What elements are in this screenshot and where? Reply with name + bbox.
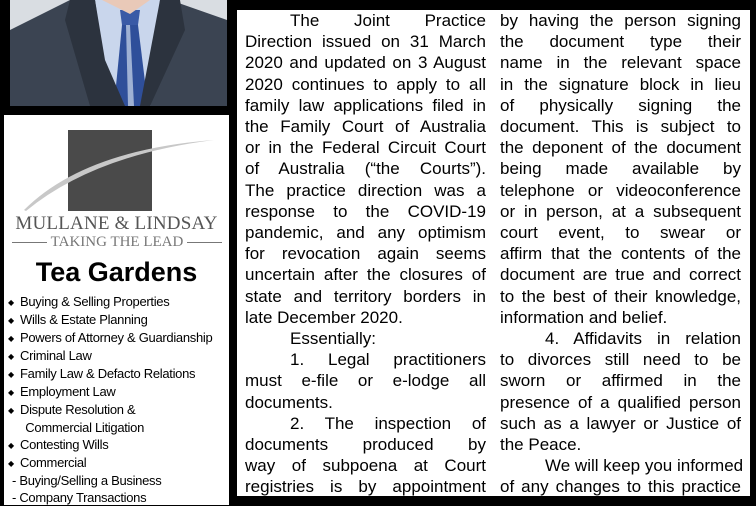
text-line: pandemic, and any optimism bbox=[245, 223, 486, 243]
paragraph bbox=[245, 10, 486, 328]
text-line: of physically signing the bbox=[500, 95, 741, 115]
service-text: Employment Law bbox=[20, 384, 116, 399]
text-line: 1. Legal practitioners bbox=[290, 350, 486, 370]
firm-name: MULLANE & LINDSAY bbox=[15, 213, 218, 234]
location-heading: Tea Gardens bbox=[35, 257, 198, 287]
service-item bbox=[8, 329, 212, 347]
text-line: to the best of their knowledge, bbox=[500, 286, 741, 306]
bullet-icon: ◆ bbox=[8, 370, 14, 379]
service-item bbox=[8, 401, 212, 419]
paragraph bbox=[245, 349, 486, 413]
text-line: 2020 and updated on 3 August bbox=[245, 53, 486, 73]
text-line: in the signature block in lieu bbox=[500, 74, 741, 94]
service-item bbox=[8, 454, 212, 472]
firm-logo-icon bbox=[4, 115, 229, 225]
law-firm-advertisement bbox=[4, 115, 229, 505]
article-column-1 bbox=[245, 10, 486, 498]
text-line: way of subpoena at Court bbox=[245, 456, 486, 476]
paragraph bbox=[500, 328, 741, 455]
service-text: Buying & Selling Properties bbox=[20, 294, 170, 309]
bullet-icon: ◆ bbox=[8, 298, 14, 307]
text-line: court event, to swear or bbox=[500, 223, 741, 243]
text-line: of any changes to this practice bbox=[500, 477, 741, 497]
bullet-icon: ◆ bbox=[8, 441, 14, 450]
text-line: or in the Federal Circuit Court bbox=[245, 138, 486, 158]
text-line: 4. Affidavits in relation bbox=[545, 329, 741, 349]
text-line: or in person, at a subsequent bbox=[500, 201, 741, 221]
text-line: 2. The inspection of bbox=[290, 413, 486, 433]
service-text: Criminal Law bbox=[20, 348, 92, 363]
service-item bbox=[8, 311, 212, 329]
text-line: document are true and correct bbox=[500, 265, 741, 285]
bullet-icon: ◆ bbox=[8, 388, 14, 397]
bullet-icon: ◆ bbox=[8, 352, 14, 361]
service-item bbox=[8, 489, 212, 506]
text-line: sworn or affirmed in the bbox=[500, 371, 741, 391]
text-line: the document type their bbox=[500, 32, 741, 52]
text-line: by having the person signing bbox=[500, 11, 741, 30]
text-line: being made available by bbox=[500, 159, 741, 179]
service-text: - Company Transactions bbox=[12, 490, 147, 505]
top-border bbox=[237, 0, 756, 10]
text-line: family law applications filed in bbox=[245, 95, 486, 115]
divider bbox=[12, 242, 47, 244]
text-line: information and belief. bbox=[500, 307, 668, 327]
tagline-text: TAKING THE LEAD bbox=[50, 234, 184, 250]
text-line: such as a lawyer or Justice of bbox=[500, 413, 741, 433]
paragraph bbox=[500, 455, 744, 497]
text-line: documents produced by bbox=[245, 435, 486, 455]
bullet-icon: ◆ bbox=[8, 406, 14, 415]
text-line: affirm that the contents of the bbox=[500, 244, 741, 264]
text-line: to divorces still need to be bbox=[500, 350, 741, 370]
paragraph bbox=[245, 328, 486, 349]
article-column-2 bbox=[500, 10, 744, 498]
text-line: for revocation again seems bbox=[245, 244, 486, 264]
text-line: 2020 continues to apply to all bbox=[245, 74, 486, 94]
bullet-icon: ◆ bbox=[8, 334, 14, 343]
text-line: response to the COVID-19 bbox=[245, 201, 486, 221]
text-line: documents. bbox=[245, 392, 333, 412]
service-text: Family Law & Defacto Relations bbox=[20, 366, 196, 381]
text-line: document. This is subject to bbox=[500, 117, 741, 137]
text-line: presence of a qualified person bbox=[500, 392, 741, 412]
service-item bbox=[8, 472, 212, 489]
service-text: Commercial Litigation bbox=[22, 420, 145, 435]
service-item bbox=[8, 365, 212, 383]
service-text: Dispute Resolution & bbox=[20, 402, 136, 417]
service-item bbox=[8, 347, 212, 365]
text-line: Essentially: bbox=[290, 329, 376, 349]
text-line: registries is by appointment bbox=[245, 477, 486, 497]
text-line: late December 2020. bbox=[245, 307, 403, 327]
text-line: name in the relevant space bbox=[500, 53, 741, 73]
firm-tagline bbox=[12, 234, 222, 251]
paragraph bbox=[500, 10, 741, 328]
right-border bbox=[750, 0, 756, 496]
article bbox=[237, 10, 750, 496]
bullet-icon: ◆ bbox=[8, 316, 14, 325]
service-text: Wills & Estate Planning bbox=[20, 312, 148, 327]
text-line: uncertain after the closures of bbox=[245, 265, 486, 285]
text-line: The practice direction was a bbox=[245, 180, 486, 200]
service-text: Commercial bbox=[20, 455, 87, 470]
divider bbox=[187, 242, 222, 244]
text-line: We will keep you informed bbox=[545, 456, 744, 476]
text-line: state and territory borders in bbox=[245, 286, 486, 306]
service-text: Contesting Wills bbox=[20, 437, 109, 452]
text-line: must e-file or e-lodge all bbox=[245, 371, 486, 391]
text-line: Direction issued on 31 March bbox=[245, 32, 486, 52]
service-item bbox=[8, 436, 212, 454]
text-line: telephone or videoconference bbox=[500, 180, 741, 200]
service-item bbox=[8, 293, 212, 311]
text-line: the deponent of the document bbox=[500, 138, 741, 158]
services-list bbox=[8, 293, 212, 506]
text-line: the Family Court of Australia bbox=[245, 117, 486, 137]
service-item bbox=[8, 383, 212, 401]
text-line: of Australia (“the Courts”). bbox=[245, 159, 486, 179]
service-text: Powers of Attorney & Guardianship bbox=[20, 330, 213, 345]
service-item bbox=[8, 419, 212, 436]
paragraph bbox=[245, 413, 486, 498]
text-line: The Joint Practice bbox=[290, 11, 486, 30]
service-text: - Buying/Selling a Business bbox=[12, 473, 162, 488]
portrait-photo bbox=[10, 0, 227, 106]
text-line: the Peace. bbox=[500, 435, 582, 455]
bullet-icon: ◆ bbox=[8, 459, 14, 468]
